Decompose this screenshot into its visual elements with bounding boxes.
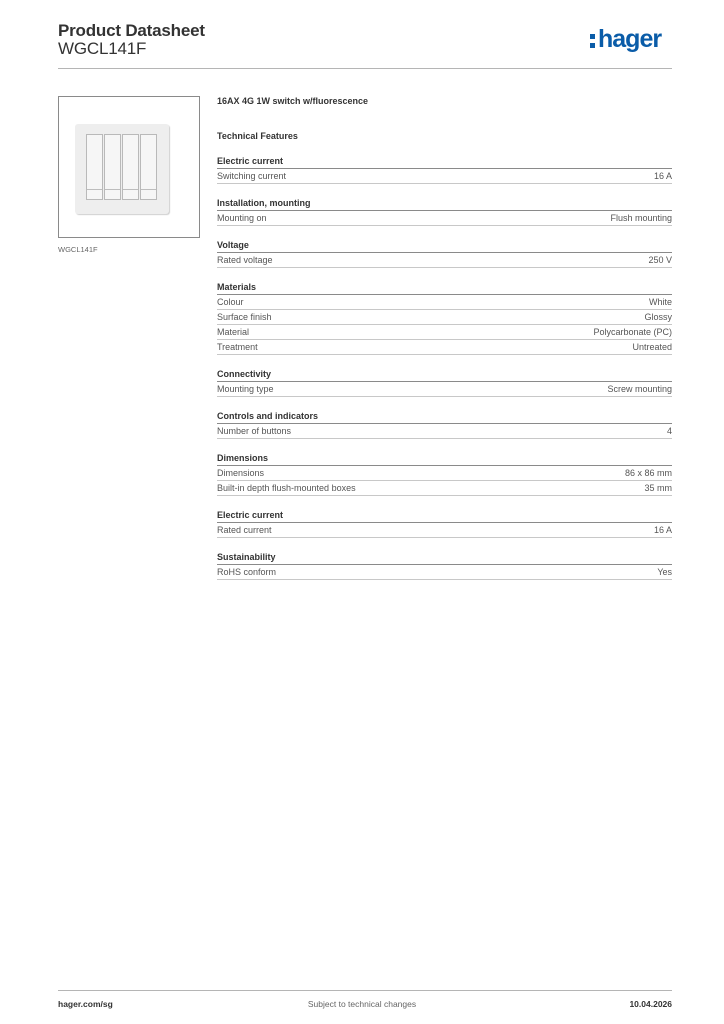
spec-row bbox=[217, 565, 672, 580]
switch-plate-icon bbox=[75, 124, 169, 214]
spec-value: White bbox=[648, 297, 672, 307]
spec-value: 4 bbox=[666, 426, 672, 436]
spec-value: Yes bbox=[657, 567, 672, 577]
datasheet-content bbox=[217, 96, 672, 580]
feature-section bbox=[217, 411, 672, 439]
feature-sections bbox=[217, 156, 672, 580]
spec-value: Screw mounting bbox=[607, 384, 672, 394]
spec-label: Rated current bbox=[217, 525, 272, 535]
spec-row bbox=[217, 340, 672, 355]
section-title: Sustainability bbox=[217, 552, 672, 565]
logo-dots-icon bbox=[590, 29, 597, 49]
spec-label: Switching current bbox=[217, 171, 287, 181]
spec-row bbox=[217, 295, 672, 310]
spec-row bbox=[217, 169, 672, 184]
spec-label: Mounting type bbox=[217, 384, 274, 394]
spec-row bbox=[217, 310, 672, 325]
spec-label: Built-in depth flush-mounted boxes bbox=[217, 483, 356, 493]
feature-section bbox=[217, 198, 672, 226]
spec-label: Material bbox=[217, 327, 250, 337]
product-image-caption: WGCL141F bbox=[58, 245, 98, 254]
spec-value: 86 x 86 mm bbox=[624, 468, 672, 478]
spec-label: Number of buttons bbox=[217, 426, 292, 436]
spec-label: Mounting on bbox=[217, 213, 267, 223]
spec-value: 16 A bbox=[653, 525, 672, 535]
feature-section bbox=[217, 282, 672, 355]
hager-logo bbox=[590, 27, 661, 52]
spec-value: Polycarbonate (PC) bbox=[593, 327, 672, 337]
feature-section bbox=[217, 156, 672, 184]
footer-divider bbox=[58, 990, 672, 991]
logo-text: hager bbox=[598, 25, 662, 53]
section-title: Connectivity bbox=[217, 369, 672, 382]
footer-date: 10.04.2026 bbox=[629, 999, 672, 1009]
spec-value: Glossy bbox=[644, 312, 672, 322]
section-title: Voltage bbox=[217, 240, 672, 253]
section-title: Electric current bbox=[217, 510, 672, 523]
feature-section bbox=[217, 369, 672, 397]
spec-value: Untreated bbox=[632, 342, 672, 352]
footer-website: hager.com/sg bbox=[58, 999, 113, 1009]
product-image bbox=[58, 96, 200, 238]
page-title: Product Datasheet bbox=[58, 21, 205, 40]
feature-section bbox=[217, 552, 672, 580]
spec-row bbox=[217, 466, 672, 481]
spec-label: Treatment bbox=[217, 342, 258, 352]
spec-value: Flush mounting bbox=[610, 213, 672, 223]
section-title: Controls and indicators bbox=[217, 411, 672, 424]
section-title: Electric current bbox=[217, 156, 672, 169]
product-description: 16AX 4G 1W switch w/fluorescence bbox=[217, 96, 369, 106]
spec-value: 250 V bbox=[648, 255, 672, 265]
spec-value: 16 A bbox=[653, 171, 672, 181]
spec-row bbox=[217, 382, 672, 397]
switch-rocker-icon bbox=[140, 134, 157, 200]
switch-rocker-icon bbox=[104, 134, 121, 200]
header-divider bbox=[58, 68, 672, 69]
switch-rocker-icon bbox=[86, 134, 103, 200]
spec-row bbox=[217, 481, 672, 496]
spec-row bbox=[217, 211, 672, 226]
spec-row bbox=[217, 325, 672, 340]
feature-section bbox=[217, 510, 672, 538]
spec-label: Dimensions bbox=[217, 468, 265, 478]
spec-row bbox=[217, 424, 672, 439]
spec-label: Surface finish bbox=[217, 312, 272, 322]
section-title: Installation, mounting bbox=[217, 198, 672, 211]
spec-label: Rated voltage bbox=[217, 255, 273, 265]
technical-features-title: Technical Features bbox=[217, 131, 298, 141]
switch-rocker-icon bbox=[122, 134, 139, 200]
spec-row bbox=[217, 523, 672, 538]
feature-section bbox=[217, 453, 672, 496]
spec-row bbox=[217, 253, 672, 268]
section-title: Materials bbox=[217, 282, 672, 295]
spec-label: RoHS conform bbox=[217, 567, 277, 577]
feature-section bbox=[217, 240, 672, 268]
section-title: Dimensions bbox=[217, 453, 672, 466]
product-code: WGCL141F bbox=[58, 39, 147, 58]
footer-notice: Subject to technical changes bbox=[307, 999, 417, 1009]
spec-label: Colour bbox=[217, 297, 244, 307]
spec-value: 35 mm bbox=[644, 483, 672, 493]
